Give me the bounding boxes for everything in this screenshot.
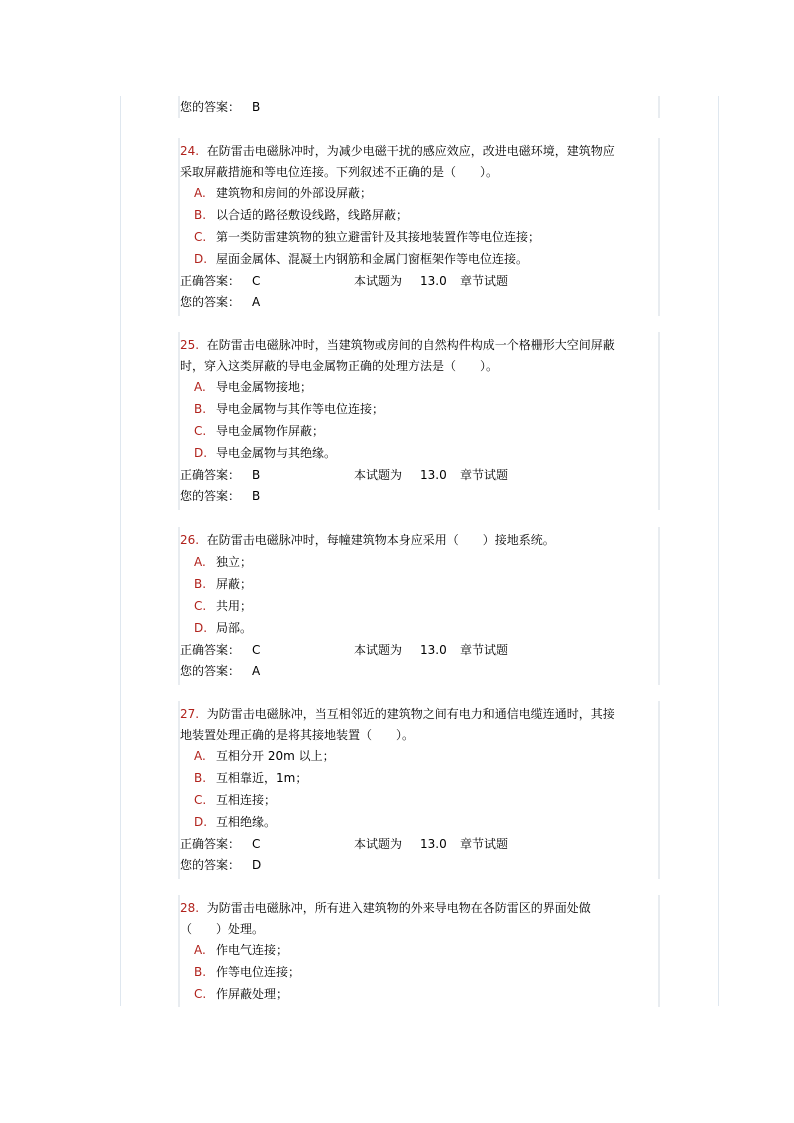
option-letter: A.	[194, 186, 206, 200]
question-divider	[178, 332, 180, 510]
score-value: 13.0	[420, 468, 447, 482]
option-letter: C.	[194, 599, 207, 613]
option-a	[194, 186, 372, 200]
option-letter: C.	[194, 424, 207, 438]
question-28	[180, 895, 660, 1007]
your-answer-label: 您的答案：	[180, 100, 241, 114]
option-b	[194, 402, 384, 416]
option-text: 作电气连接；	[216, 943, 289, 957]
score-value: 13.0	[420, 274, 447, 288]
your-answer-line	[180, 858, 261, 872]
option-b	[194, 577, 252, 591]
your-answer-label: 您的答案：	[180, 664, 241, 678]
score-label: 本试题为	[354, 274, 403, 288]
option-a	[194, 943, 288, 957]
correct-answer-value: B	[252, 468, 261, 482]
option-letter: A.	[194, 943, 206, 957]
option-text: 导电金属物接地；	[216, 380, 313, 394]
page-left-rule	[120, 96, 121, 1006]
question-stem	[180, 707, 615, 721]
option-text: 作等电位连接；	[216, 965, 301, 979]
question-stem	[180, 901, 591, 915]
score-value: 13.0	[420, 837, 447, 851]
question-stem	[180, 144, 615, 158]
your-answer-label: 您的答案：	[180, 295, 241, 309]
option-d	[194, 815, 276, 829]
your-answer-value: A	[252, 295, 261, 309]
question-text: 为防雷击电磁脉冲，当互相邻近的建筑物之间有电力和通信电缆连通时，其接	[206, 707, 615, 721]
page-right-rule	[718, 96, 719, 1006]
correct-answer-label: 正确答案：	[180, 468, 241, 482]
your-answer-line	[180, 664, 260, 678]
correct-answer-value: C	[252, 837, 261, 851]
option-letter: B.	[194, 208, 207, 222]
option-letter: D.	[194, 446, 208, 460]
question-27	[180, 701, 660, 879]
chapter-label: 章节试题	[460, 468, 509, 482]
option-a	[194, 749, 335, 763]
option-text: 以合适的路径敷设线路，线路屏蔽；	[216, 208, 409, 222]
question-24	[180, 138, 660, 316]
option-b	[194, 965, 300, 979]
question-text: 在防雷击电磁脉冲时，为减少电磁干扰的感应效应，改进电磁环境，建筑物应	[206, 144, 615, 158]
option-text: 建筑物和房间的外部设屏蔽；	[216, 186, 373, 200]
question-text: 为防雷击电磁脉冲，所有进入建筑物的外来导电物在各防雷区的界面处做	[206, 901, 591, 915]
your-answer-line	[180, 489, 260, 503]
question-26	[180, 527, 660, 685]
correct-answer-value: C	[252, 274, 261, 288]
your-answer-line	[180, 295, 260, 309]
question-stem-cont: 地装置处理正确的是将其接地装置（ ）。	[180, 728, 415, 742]
option-letter: A.	[194, 380, 206, 394]
option-letter: B.	[194, 402, 207, 416]
option-letter: C.	[194, 230, 207, 244]
option-text: 局部。	[216, 621, 253, 635]
your-answer-line	[180, 100, 260, 114]
your-answer-label: 您的答案：	[180, 858, 241, 872]
option-letter: D.	[194, 815, 208, 829]
option-text: 屋面金属体、混凝土内钢筋和金属门窗框架作等电位连接。	[216, 252, 529, 266]
question-divider	[658, 96, 660, 118]
question-divider	[658, 527, 660, 685]
question-number: 26.	[180, 533, 200, 547]
question-divider	[178, 701, 180, 879]
your-answer-value: D	[252, 858, 262, 872]
question-text: 在防雷击电磁脉冲时，每幢建筑物本身应采用（ ）接地系统。	[206, 533, 555, 547]
option-a	[194, 555, 252, 569]
question-divider	[658, 701, 660, 879]
option-letter: A.	[194, 555, 206, 569]
chapter-label: 章节试题	[460, 274, 509, 288]
option-c	[194, 599, 252, 613]
option-text: 共用；	[216, 599, 253, 613]
option-d	[194, 621, 252, 635]
option-text: 作屏蔽处理；	[216, 987, 289, 1001]
question-text: 在防雷击电磁脉冲时，当建筑物或房间的自然构件构成一个格栅形大空间屏蔽	[206, 338, 615, 352]
option-text: 屏蔽；	[216, 577, 253, 591]
question-number: 27.	[180, 707, 200, 721]
question-number: 25.	[180, 338, 200, 352]
question-divider	[178, 138, 180, 316]
option-text: 互相分开 20m 以上；	[216, 749, 335, 763]
chapter-label: 章节试题	[460, 837, 509, 851]
question-stem-cont: （ ）处理。	[180, 922, 265, 936]
correct-answer-line	[180, 468, 508, 482]
option-letter: D.	[194, 252, 208, 266]
prev-question-tail	[180, 96, 660, 118]
option-letter: D.	[194, 621, 208, 635]
option-c	[194, 230, 540, 244]
question-number: 24.	[180, 144, 200, 158]
option-text: 互相靠近，1m；	[216, 771, 308, 785]
correct-answer-line	[180, 837, 508, 851]
option-text: 导电金属物作屏蔽；	[216, 424, 325, 438]
correct-answer-label: 正确答案：	[180, 837, 241, 851]
option-text: 独立；	[216, 555, 253, 569]
question-divider	[178, 527, 180, 685]
option-a	[194, 380, 312, 394]
option-letter: C.	[194, 987, 207, 1001]
correct-answer-line	[180, 643, 508, 657]
option-text: 互相绝缘。	[216, 815, 277, 829]
correct-answer-label: 正确答案：	[180, 643, 241, 657]
question-divider	[658, 138, 660, 316]
score-value: 13.0	[420, 643, 447, 657]
question-stem-cont: 采取屏蔽措施和等电位连接。下列叙述不正确的是（ ）。	[180, 165, 499, 179]
option-c	[194, 987, 288, 1001]
question-stem	[180, 338, 615, 352]
your-answer-label: 您的答案：	[180, 489, 241, 503]
correct-answer-line	[180, 274, 508, 288]
option-text: 互相连接；	[216, 793, 277, 807]
question-divider	[178, 96, 180, 118]
correct-answer-value: C	[252, 643, 261, 657]
option-letter: B.	[194, 577, 207, 591]
score-label: 本试题为	[354, 643, 403, 657]
your-answer-value: A	[252, 664, 261, 678]
chapter-label: 章节试题	[460, 643, 509, 657]
option-text: 导电金属物与其作等电位连接；	[216, 402, 385, 416]
option-letter: B.	[194, 771, 207, 785]
question-25	[180, 332, 660, 510]
option-text: 第一类防雷建筑物的独立避雷针及其接地装置作等电位连接；	[216, 230, 541, 244]
score-label: 本试题为	[354, 837, 403, 851]
option-letter: A.	[194, 749, 206, 763]
option-d	[194, 252, 528, 266]
option-c	[194, 424, 324, 438]
question-divider	[658, 332, 660, 510]
question-divider	[658, 895, 660, 1007]
option-b	[194, 208, 408, 222]
your-answer-value: B	[252, 100, 261, 114]
option-letter: B.	[194, 965, 207, 979]
question-number: 28.	[180, 901, 200, 915]
correct-answer-label: 正确答案：	[180, 274, 241, 288]
question-stem	[180, 533, 555, 547]
option-letter: C.	[194, 793, 207, 807]
option-c	[194, 793, 276, 807]
option-text: 导电金属物与其绝缘。	[216, 446, 337, 460]
option-d	[194, 446, 336, 460]
question-divider	[178, 895, 180, 1007]
score-label: 本试题为	[354, 468, 403, 482]
question-stem-cont: 时，穿入这类屏蔽的导电金属物正确的处理方法是（ ）。	[180, 359, 499, 373]
your-answer-value: B	[252, 489, 261, 503]
option-b	[194, 771, 307, 785]
